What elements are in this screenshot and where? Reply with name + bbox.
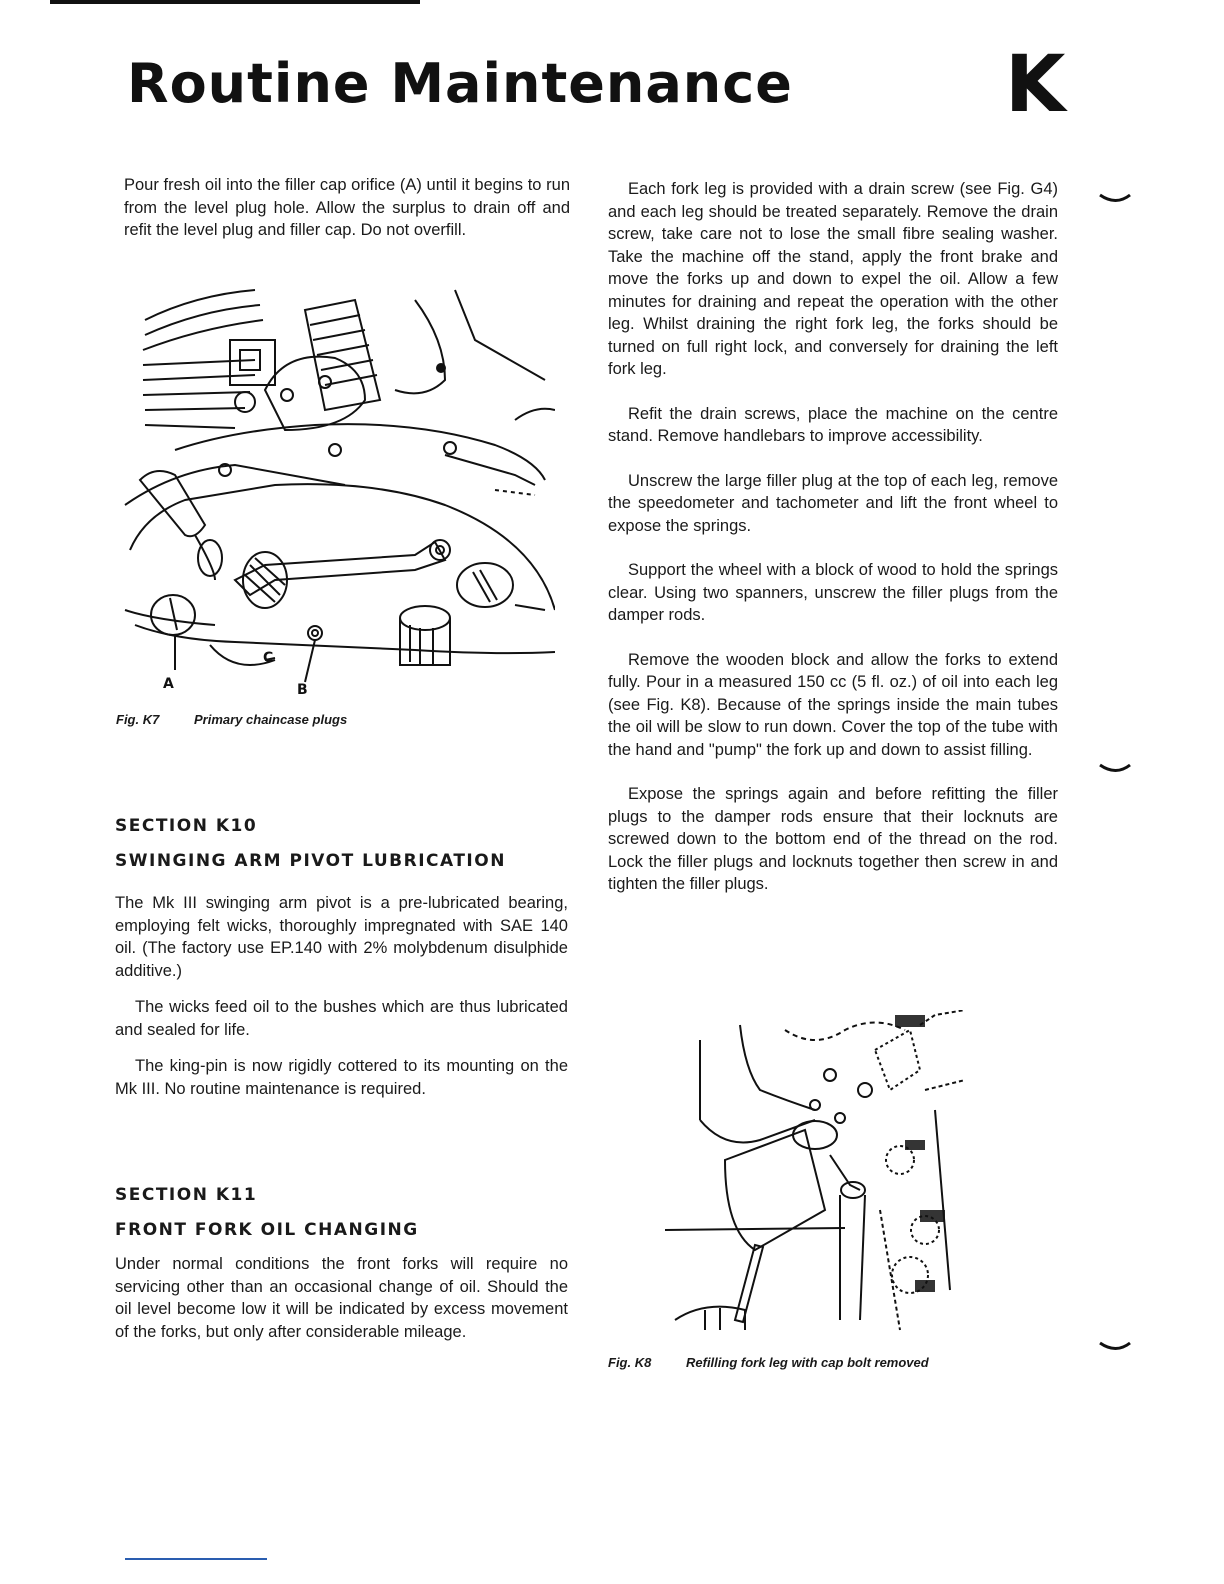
margin-mark-middle bbox=[1098, 762, 1132, 778]
right-column-text bbox=[608, 178, 1058, 918]
page-title: Routine Maintenance bbox=[127, 52, 793, 115]
margin-mark-bottom bbox=[1098, 1340, 1132, 1356]
section-k11 bbox=[115, 1184, 568, 1365]
figure-k7-label-a: A bbox=[163, 676, 174, 692]
section-k10-paragraph-3: The king-pin is now rigidly cottered to its mounting on the Mk III. No routine maintenance is required. bbox=[115, 1057, 568, 1098]
figure-k7-chaincase-illustration bbox=[115, 280, 555, 700]
right-paragraph-6: Expose the springs again and before refitting the filler plugs to the damper rods ensure that their locknuts are screwed down to the bottom end of the thread on the rod. Lock the filler plugs and locknuts together then screw in and tighten the filler plugs. bbox=[608, 785, 1058, 893]
section-letter: K bbox=[1005, 40, 1066, 130]
figure-k7-label-b: B bbox=[297, 682, 308, 698]
figure-k7-caption-text: Primary chaincase plugs bbox=[194, 712, 348, 727]
figure-k8-caption-text: Refilling fork leg with cap bolt removed bbox=[686, 1355, 929, 1370]
section-k10-heading: SWINGING ARM PIVOT LUBRICATION bbox=[115, 850, 506, 871]
section-k10-paragraph-1: The Mk III swinging arm pivot is a pre-lubricated bearing, employing felt wicks, thoroughly impregnated with SAE 140 oil. (The factory use EP.140 with 2% molybdenum disulphide additive.) bbox=[115, 894, 568, 980]
section-k11-heading: FRONT FORK OIL CHANGING bbox=[115, 1219, 419, 1240]
figure-k8-fork-refill-illustration bbox=[665, 1010, 970, 1340]
section-k10 bbox=[115, 815, 568, 1122]
section-k11-paragraph-1: Under normal conditions the front forks will require no servicing other than an occasional change of oil. Should the oil level become low it will be indicated by excess movement of the forks, but only after considerable mileage. bbox=[115, 1255, 568, 1341]
figure-k7-number: Fig. K7 bbox=[116, 712, 160, 727]
top-rule bbox=[50, 0, 420, 4]
right-paragraph-2: Refit the drain screws, place the machine on the centre stand. Remove handlebars to improve accessibility. bbox=[608, 404, 1058, 445]
figure-k8-caption bbox=[608, 1355, 929, 1370]
bottom-rule bbox=[125, 1558, 267, 1560]
section-k10-label: SECTION K10 bbox=[115, 816, 258, 836]
figure-k8-number: Fig. K8 bbox=[608, 1355, 652, 1370]
section-k10-paragraph-2: The wicks feed oil to the bushes which are thus lubricated and sealed for life. bbox=[115, 998, 568, 1039]
margin-mark-top bbox=[1098, 192, 1132, 208]
figure-k7-caption bbox=[116, 712, 347, 727]
right-paragraph-5: Remove the wooden block and allow the forks to extend fully. Pour in a measured 150 cc (5 fl. oz.) of oil into each leg (see Fig. K8). Because of the springs inside the main tubes the oil will be slow to run down. Cover the top of the tube with the hand and "pump" the fork up and down to assist filling. bbox=[608, 650, 1058, 759]
right-paragraph-4: Support the wheel with a block of wood to hold the springs clear. Using two spanners, unscrew the filler plugs from the damper rods. bbox=[608, 561, 1058, 624]
section-k11-label: SECTION K11 bbox=[115, 1185, 258, 1205]
intro-paragraph: Pour fresh oil into the filler cap orifice (A) until it begins to run from the level plug hole. Allow the surplus to drain off and refit the level plug and filler cap. Do not overfill. bbox=[124, 176, 570, 239]
right-paragraph-3: Unscrew the large filler plug at the top of each leg, remove the speedometer and tachometer and lift the front wheel to expose the springs. bbox=[608, 471, 1058, 535]
intro-text-block bbox=[124, 174, 570, 264]
right-paragraph-1: Each fork leg is provided with a drain screw (see Fig. G4) and each leg should be treated separately. Remove the drain screw, take care not to lose the small fibre sealing washer. Take the machine off the stand, apply the front brake and move the forks up and down to expel the oil. Allow a few minutes for draining and repeat the operation with the other leg. Whilst draining the right fork leg, the forks should be turned on full right lock, and conversely for draining the left fork leg. bbox=[608, 180, 1058, 378]
figure-k7-label-c: C bbox=[263, 650, 274, 666]
